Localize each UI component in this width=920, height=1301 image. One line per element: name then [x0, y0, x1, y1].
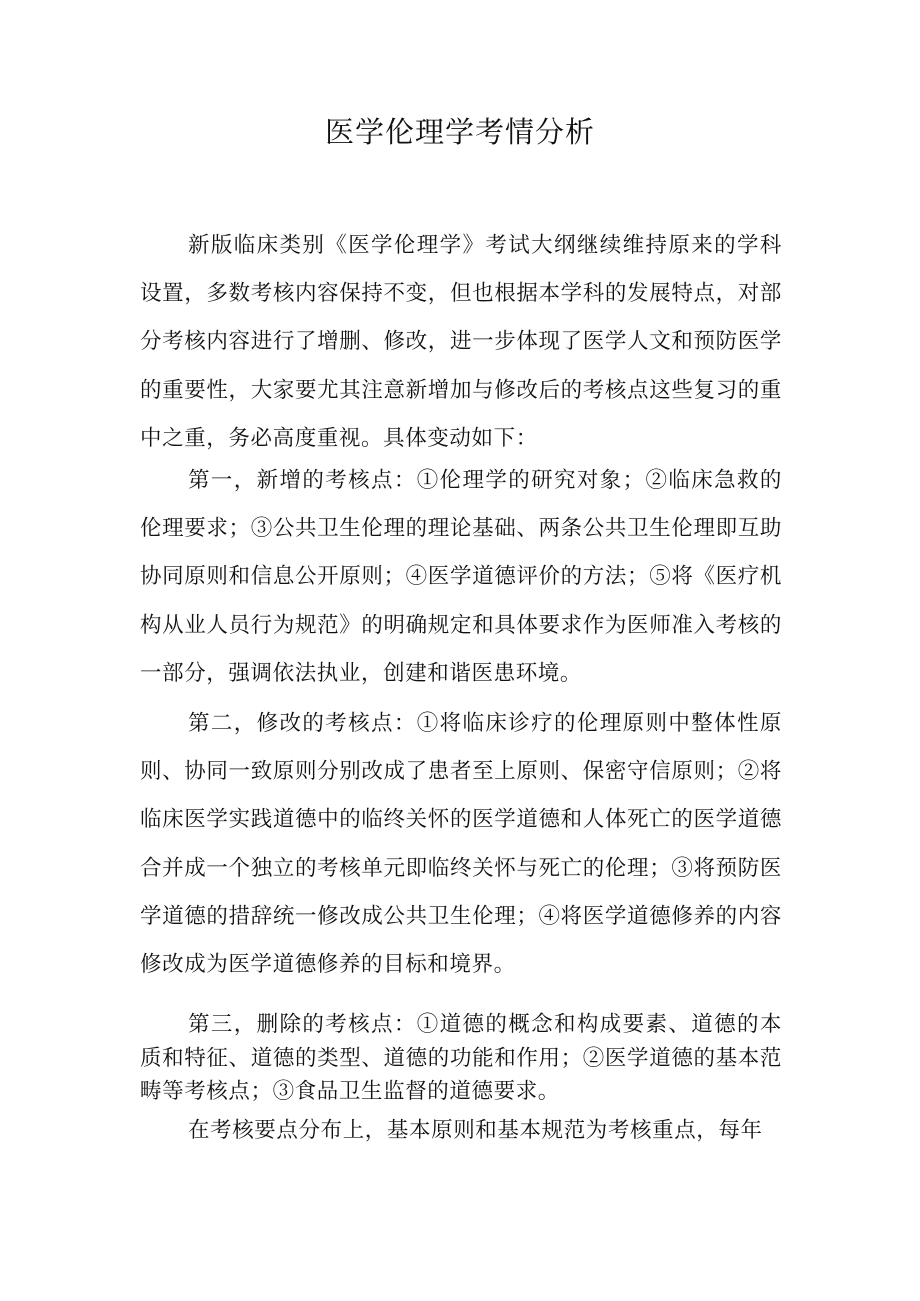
paragraph-modified-points: 第二，修改的考核点：①将临床诊疗的伦理原则中整体性原则、协同一致原则分别改成了患者至上原则、保密守信原则；②将临床医学实践道德中的临终关怀的医学道德和人体死亡的医学道德合并成一个独立的考核单元即临终关怀与死亡的伦理；③将预防医学道德的措辞统一修改成公共卫生伦理；④将医学道德修养的内容修改成为医学道德修养的目标和境界。 — [140, 711, 782, 978]
page-title: 医学伦理学考情分析 — [324, 115, 595, 149]
paragraph-intro: 新版临床类别《医学伦理学》考试大纲继续维持原来的学科设置，多数考核内容保持不变，但也根据本学科的发展特点，对部分考核内容进行了增删、修改，进一步体现了医学人文和预防医学的重要性，大家要尤其注意新增加与修改后的考核点这些复习的重中之重，务必高度重视。具体变动如下： — [140, 233, 782, 451]
paragraph-new-points: 第一，新增的考核点：①伦理学的研究对象；②临床急救的伦理要求；③公共卫生伦理的理论基础、两条公共卫生伦理即互助协同原则和信息公开原则；④医学道德评价的方法；⑤将《医疗机构从业人员行为规范》的明确规定和具体要求作为医师准入考核的一部分，强调依法执业，创建和谐医患环境。 — [140, 468, 782, 686]
paragraph-deleted-points: 第三，删除的考核点：①道德的概念和构成要素、道德的本质和特征、道德的类型、道德的功能和作用；②医学道德的基本范畴等考核点；③食品卫生监督的道德要求。 — [140, 1012, 782, 1104]
paragraph-distribution: 在考核要点分布上，基本原则和基本规范为考核重点，每年 — [188, 1118, 763, 1143]
